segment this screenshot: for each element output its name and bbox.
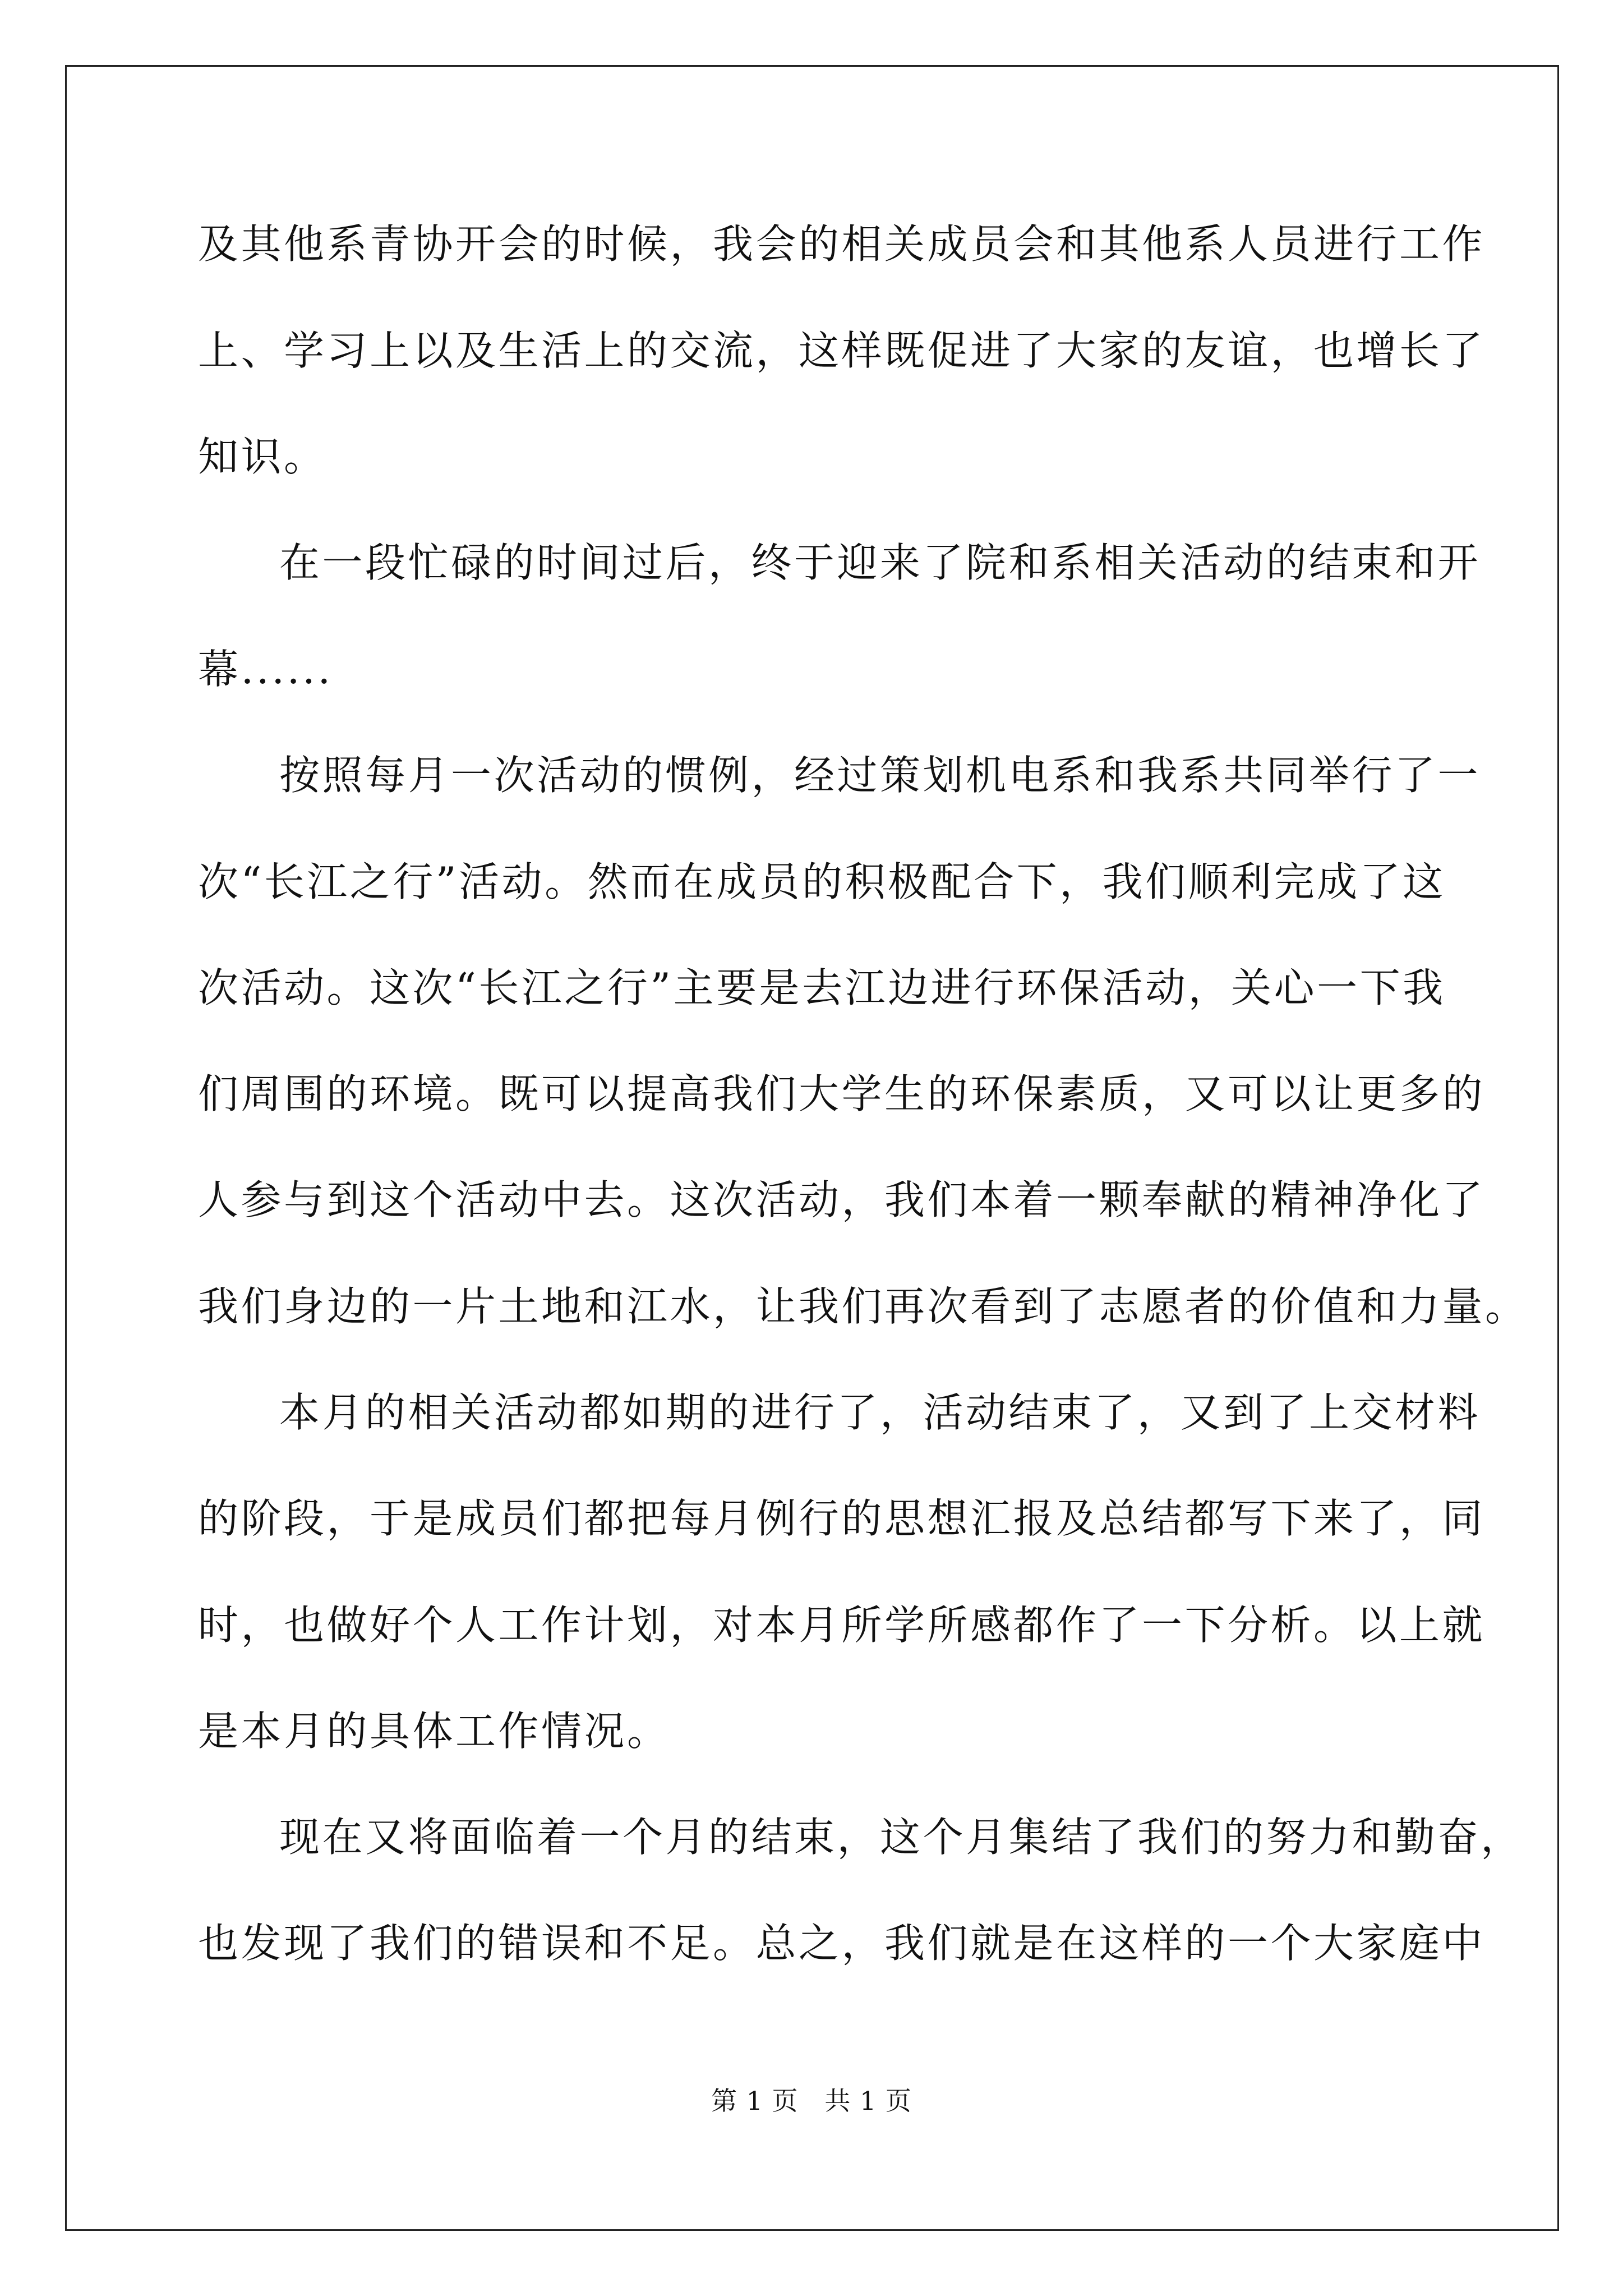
text-line: 知识。 [198, 433, 327, 480]
text-line: 的阶段，于是成员们都把每月例行的思想汇报及总结都写下来了，同 [198, 1495, 1486, 1542]
paragraph-start-line: 按照每月一次活动的惯例，经过策划机电系和我系共同举行了一 [279, 752, 1481, 799]
text-line: 时，也做好个人工作计划，对本月所学所感都作了一下分析。以上就 [198, 1602, 1486, 1649]
text-line: 我们身边的一片土地和江水，让我们再次看到了志愿者的价值和力量。 [198, 1283, 1528, 1330]
page-border [65, 65, 1559, 2231]
paragraph-start-line: 在一段忙碌的时间过后，终于迎来了院和系相关活动的结束和开 [279, 539, 1481, 586]
page-number-footer: 第 1 页 共 1 页 [711, 2086, 912, 2116]
text-line: 幕...... [198, 646, 333, 693]
paragraph-start-line: 本月的相关活动都如期的进行了，活动结束了，又到了上交材料 [279, 1389, 1481, 1436]
paragraph-start-line: 现在又将面临着一个月的结束，这个月集结了我们的努力和勤奋， [279, 1814, 1524, 1861]
text-line: 次“长江之行”活动。然而在成员的积极配合下，我们顺利完成了这 [198, 858, 1446, 905]
text-line: 是本月的具体工作情况。 [198, 1708, 670, 1755]
text-line: 人参与到这个活动中去。这次活动，我们本着一颗奉献的精神净化了 [198, 1176, 1486, 1223]
text-line: 及其他系青协开会的时候，我会的相关成员会和其他系人员进行工作 [198, 220, 1486, 268]
text-line: 也发现了我们的错误和不足。总之，我们就是在这样的一个大家庭中 [198, 1920, 1486, 1967]
text-line: 上、学习上以及生活上的交流，这样既促进了大家的友谊，也增长了 [198, 327, 1486, 374]
text-line: 次活动。这次“长江之行”主要是去江边进行环保活动，关心一下我 [198, 964, 1446, 1011]
text-line: 们周围的环境。既可以提高我们大学生的环保素质，又可以让更多的 [198, 1070, 1486, 1117]
